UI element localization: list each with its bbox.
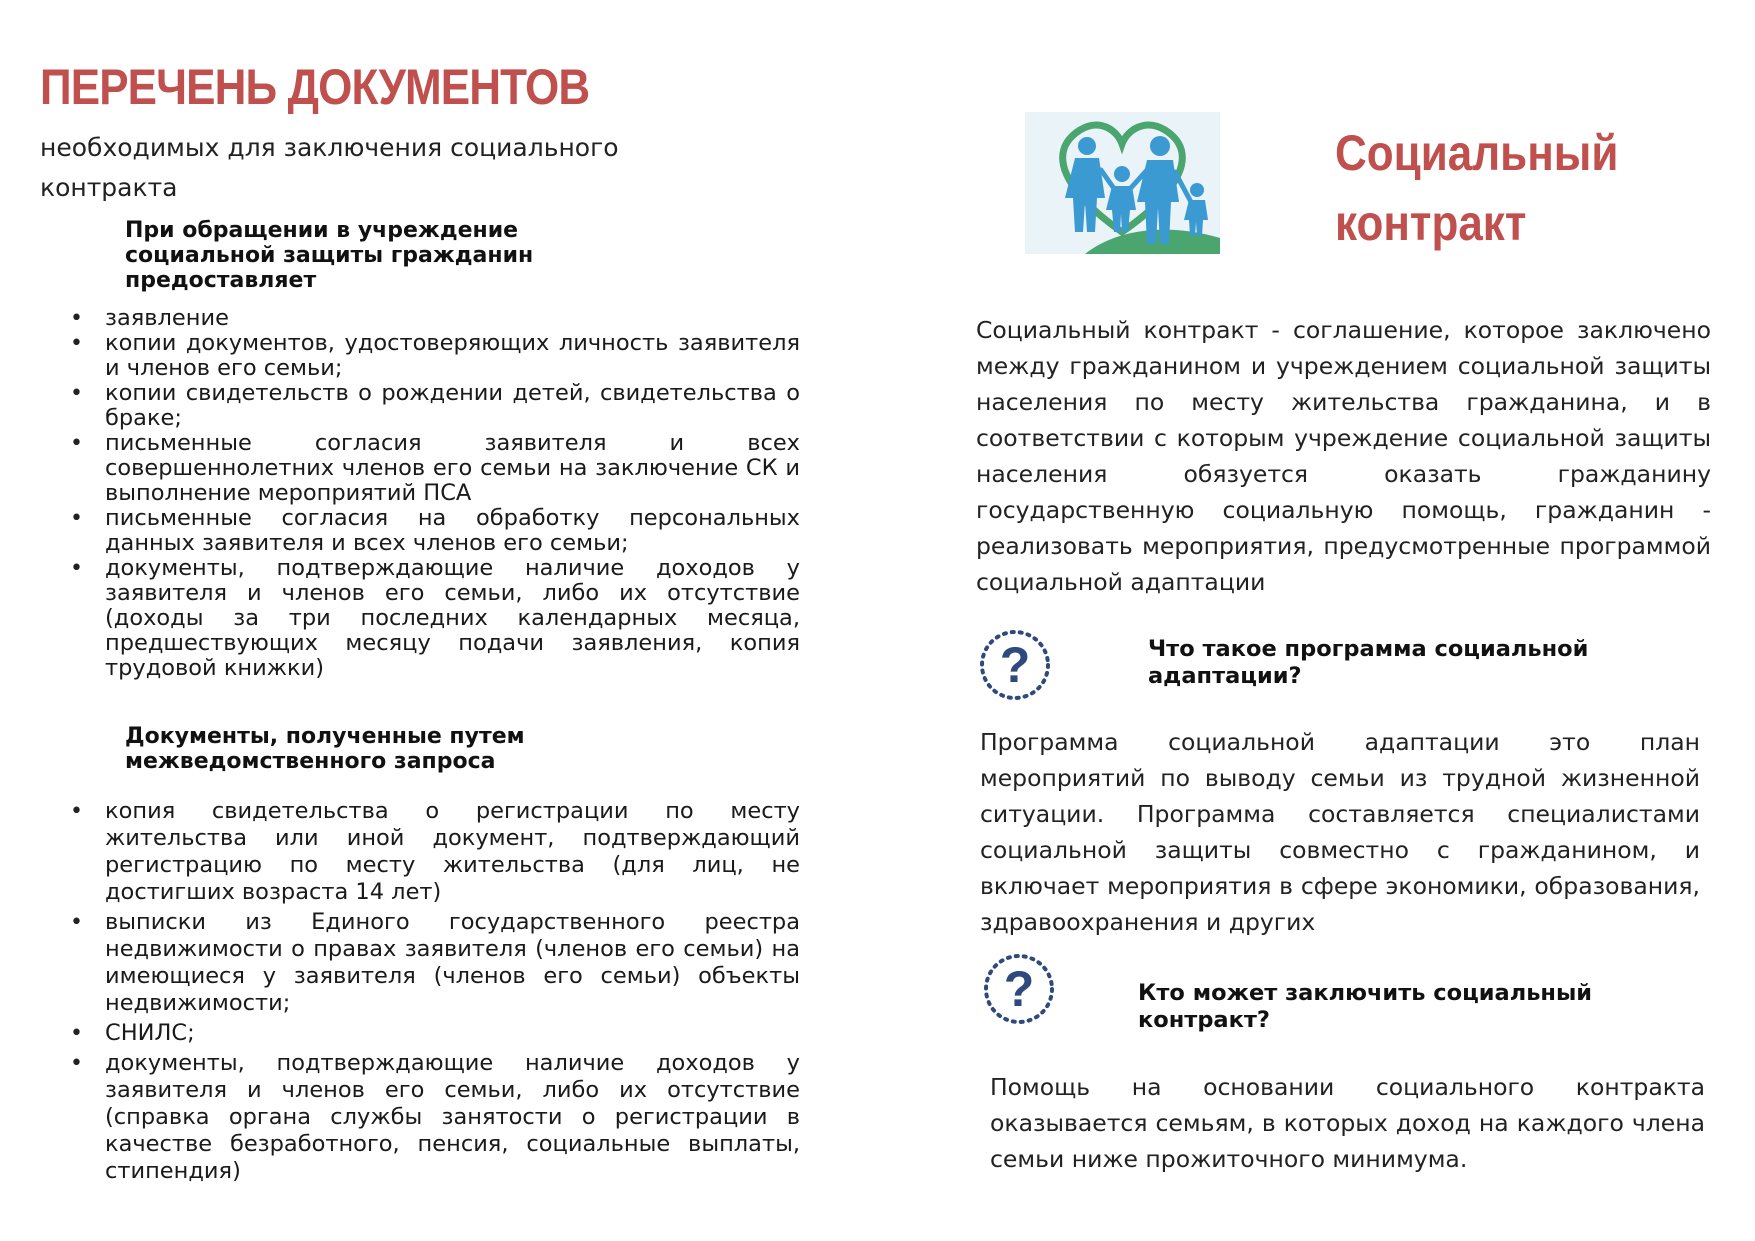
list-item: • заявление bbox=[70, 306, 800, 331]
section-heading-citizen-provides: При обращении в учреждение социальной защиты гражданин предоставляет bbox=[125, 218, 534, 293]
document-list-subtitle: необходимых для заключения социального контракта bbox=[40, 133, 619, 202]
social-contract-title bbox=[1335, 118, 1618, 258]
question-circle-icon bbox=[978, 628, 1052, 702]
list-item: • документы, подтверждающие наличие доходов у заявителя и членов его семьи, либо их отсутствие (справка органа службы занятости о регистрации в качестве безработного, пенсия, социальные выплаты, стипендия) bbox=[70, 1050, 800, 1185]
answer-eligibility: Помощь на основании социального контракта оказывается семьям, в которых доход на каждого члена семьи ниже прожиточного минимума. bbox=[990, 1073, 1705, 1173]
list-item: • письменные согласия на обработку персональных данных заявителя и всех членов его семьи; bbox=[70, 506, 800, 556]
list-item: • письменные согласия заявителя и всех совершеннолетних членов его семьи на заключение СК и выполнение мероприятий ПСА bbox=[70, 431, 800, 506]
citizen-documents-list bbox=[70, 306, 800, 681]
list-item: • копии свидетельств о рождении детей, свидетельства о браке; bbox=[70, 381, 800, 431]
interagency-documents-list bbox=[70, 798, 800, 1188]
question-heading-eligibility: Кто может заключить социальный контракт? bbox=[1138, 980, 1593, 1033]
question-circle-icon bbox=[982, 952, 1056, 1026]
family-heart-logo bbox=[1025, 112, 1220, 254]
list-item: • СНИЛС; bbox=[70, 1020, 800, 1047]
question-heading-program: Что такое программа социальной адаптации? bbox=[1148, 636, 1589, 689]
title-line: Социальный bbox=[1335, 125, 1619, 181]
section-heading-interagency: Документы, полученные путем межведомственного запроса bbox=[125, 724, 525, 774]
social-contract-definition: Социальный контракт - соглашение, которое заключено между гражданином и учреждением социальной защиты населения по месту жительства гражданина, и в соответствии с которым учреждение социальной защиты населения обязуется оказать гражданину государственную социальную помощь, гражданин - реализовать мероприятия, предусмотренные программой социальной адаптации bbox=[976, 316, 1711, 596]
answer-program: Программа социальной адаптации это план мероприятий по выводу семьи из трудной жизненной ситуации. Программа составляется специалистами социальной защиты совместно с гражданином, и включает мероприятия в сфере экономики, образования, здравоохранения и других bbox=[980, 728, 1700, 936]
title-line: контракт bbox=[1335, 195, 1527, 251]
document-list-title: ПЕРЕЧЕНЬ ДОКУМЕНТОВ bbox=[40, 59, 590, 115]
list-item: • копии документов, удостоверяющих личность заявителя и членов его семьи; bbox=[70, 331, 800, 381]
list-item: • копия свидетельства о регистрации по месту жительства или иной документ, подтверждающий регистрацию по месту жительства (для лиц, не достигших возраста 14 лет) bbox=[70, 798, 800, 906]
list-item: • выписки из Единого государственного реестра недвижимости о правах заявителя (членов его семьи) на имеющиеся у заявителя (членов его семьи) объекты недвижимости; bbox=[70, 909, 800, 1017]
list-item: • документы, подтверждающие наличие доходов у заявителя и членов его семьи, либо их отсутствие (доходы за три последних календарных месяца, предшествующих месяцу подачи заявления, копия трудовой книжки) bbox=[70, 556, 800, 681]
family-heart-icon bbox=[1025, 112, 1220, 254]
question-glyph: ? bbox=[999, 637, 1031, 693]
question-glyph: ? bbox=[1003, 961, 1035, 1017]
